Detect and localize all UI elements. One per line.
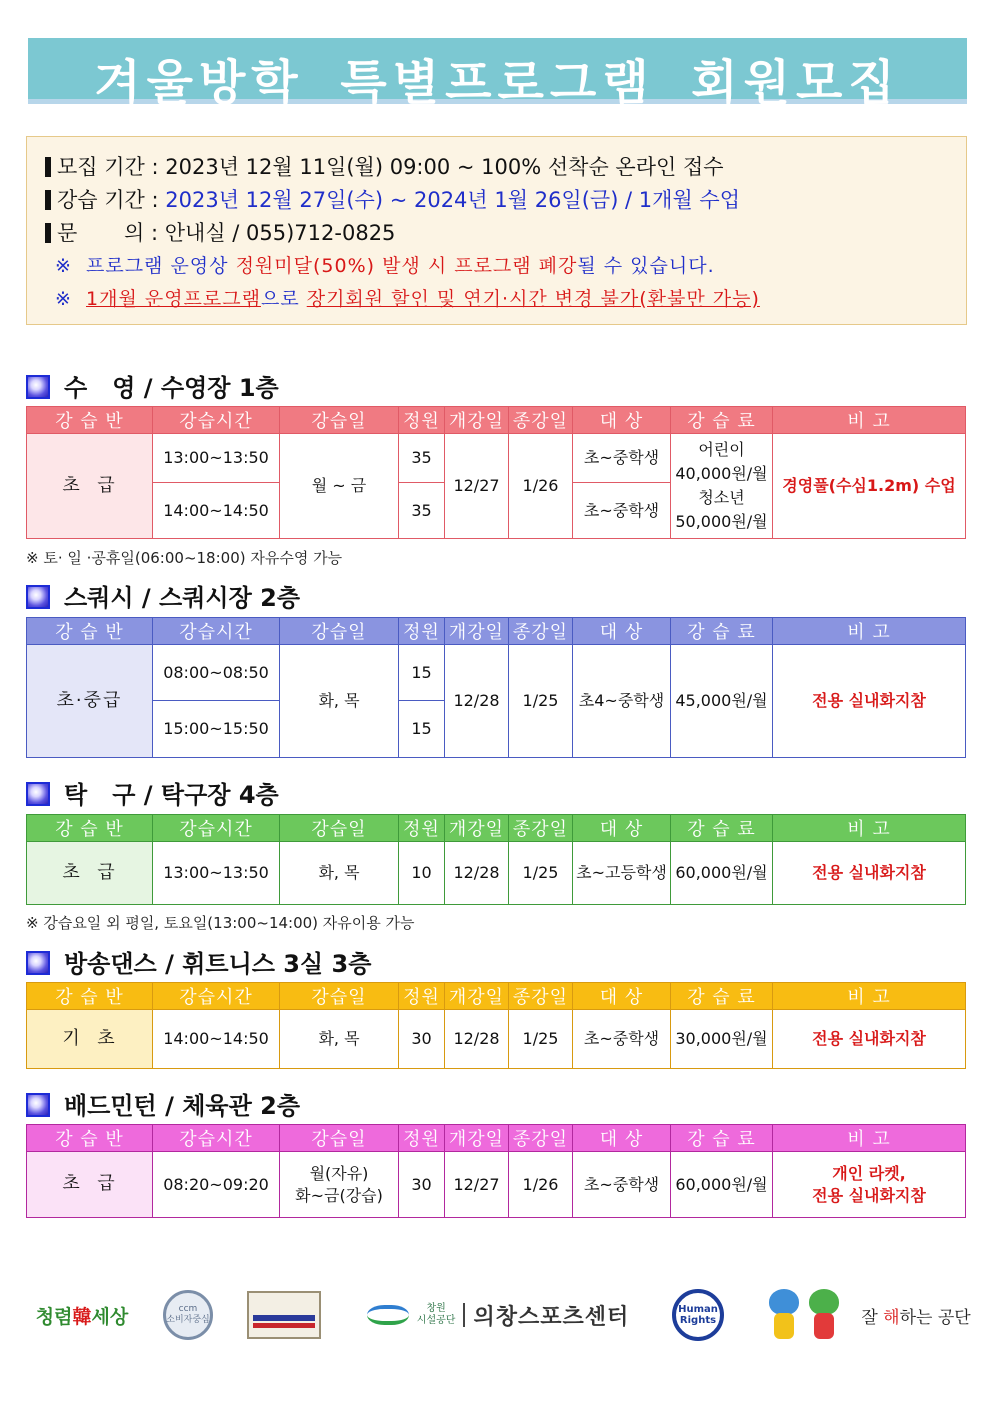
header-fee: 강 습 료 <box>671 1125 773 1152</box>
header-day: 강습일 <box>280 983 399 1010</box>
slogan-logo <box>861 1283 971 1347</box>
clean-world-part1: 청렴 <box>35 1305 73 1328</box>
class-note: 경영풀(수심1.2m) 수업 <box>773 434 966 539</box>
recruit-label: 모집 기간 : <box>57 155 159 179</box>
class-target: 초~고등학생 <box>573 842 671 905</box>
table-row <box>27 842 966 905</box>
warning-one-month-emphasis: 1개월 운영프로그램 <box>86 288 261 310</box>
course-value: 2023년 12월 27일(수) ~ 2024년 1월 26일(금) / 1개월 수업 <box>165 188 740 212</box>
header-class: 강 습 반 <box>27 407 153 434</box>
badminton-heading-text: 배드민턴 / 체육관 2층 <box>64 1092 301 1120</box>
class-level: 초 급 <box>27 842 153 905</box>
header-target: 대 상 <box>573 815 671 842</box>
fee-child-label: 어린이 <box>698 440 745 459</box>
fee-youth-label: 청소년 <box>698 488 745 507</box>
class-note: 전용 실내화지참 <box>773 1010 966 1069</box>
class-target: 초~중학생 <box>573 483 671 539</box>
warning-closure <box>45 250 966 283</box>
swim-section-heading <box>26 368 279 402</box>
clean-world-heart: 韓 <box>72 1305 92 1328</box>
class-note <box>773 1152 966 1218</box>
header-end: 종강일 <box>509 815 573 842</box>
class-time: 08:20~09:20 <box>153 1152 280 1218</box>
page-title: 겨울방학 특별프로그램 회원모집 <box>94 55 901 111</box>
class-note: 전용 실내화지참 <box>773 645 966 758</box>
certificate-band-blue <box>253 1315 315 1321</box>
bullet-bar-icon <box>45 223 51 243</box>
header-class: 강 습 반 <box>27 618 153 645</box>
class-fee: 45,000원/월 <box>671 645 773 758</box>
table-header-row <box>27 983 966 1010</box>
header-note: 비 고 <box>773 1125 966 1152</box>
slogan-highlight: 해 <box>883 1307 900 1328</box>
slogan-part1: 잘 <box>861 1307 884 1328</box>
header-start: 개강일 <box>445 618 509 645</box>
header-day: 강습일 <box>280 618 399 645</box>
header-time: 강습시간 <box>153 407 280 434</box>
tabletennis-heading-text: 탁 구 / 탁구장 4층 <box>64 781 279 809</box>
class-start: 12/27 <box>445 1152 509 1218</box>
header-class: 강 습 반 <box>27 983 153 1010</box>
square-bullet-icon <box>26 1093 50 1117</box>
warning-no-change-emphasis: 장기회원 할인 및 연기·시간 변경 불가(환불만 가능) <box>306 288 760 310</box>
class-target: 초~중학생 <box>573 1152 671 1218</box>
certificate-icon <box>244 1283 324 1347</box>
header-start: 개강일 <box>445 983 509 1010</box>
class-capacity: 35 <box>399 434 445 483</box>
header-day: 강습일 <box>280 407 399 434</box>
class-capacity: 15 <box>399 701 445 758</box>
swoosh-icon <box>367 1305 409 1325</box>
class-fee: 60,000원/월 <box>671 842 773 905</box>
notice-box <box>26 136 967 325</box>
bullet-bar-icon <box>45 157 51 177</box>
ccm-circle <box>163 1290 213 1340</box>
table-header-row <box>27 407 966 434</box>
class-end: 1/25 <box>509 1010 573 1069</box>
class-fee: 30,000원/월 <box>671 1010 773 1069</box>
human-rights-badge-icon <box>668 1283 728 1347</box>
table-row <box>27 1010 966 1069</box>
class-end: 1/25 <box>509 842 573 905</box>
corp-small-text <box>417 1303 456 1327</box>
class-time: 13:00~13:50 <box>153 842 280 905</box>
certificate-band-red <box>253 1323 315 1328</box>
table-row <box>27 1152 966 1218</box>
mascot-blue-icon <box>767 1289 801 1341</box>
mascot-head <box>769 1289 799 1315</box>
header-capacity: 정원 <box>399 407 445 434</box>
dance-heading-text: 방송댄스 / 휘트니스 3실 3층 <box>64 950 372 978</box>
squash-heading-text: 스쿼시 / 스쿼시장 2층 <box>64 584 301 612</box>
recruit-period-line <box>45 151 966 184</box>
class-day <box>280 1152 399 1218</box>
warning-prefix: ※ <box>55 288 86 310</box>
header-capacity: 정원 <box>399 815 445 842</box>
swim-heading-text: 수 영 / 수영장 1층 <box>64 374 279 402</box>
class-start: 12/28 <box>445 645 509 758</box>
badminton-table <box>26 1124 966 1218</box>
class-start: 12/28 <box>445 842 509 905</box>
mascot-icons <box>756 1283 852 1347</box>
class-capacity: 30 <box>399 1152 445 1218</box>
squash-section-heading <box>26 578 301 612</box>
header-target: 대 상 <box>573 618 671 645</box>
mascot-body <box>814 1313 834 1339</box>
header-time: 강습시간 <box>153 983 280 1010</box>
header-capacity: 정원 <box>399 983 445 1010</box>
header-start: 개강일 <box>445 407 509 434</box>
class-time: 13:00~13:50 <box>153 434 280 483</box>
corp-logo-group <box>367 1300 629 1331</box>
slogan-part2: 하는 공단 <box>899 1307 971 1328</box>
class-fee <box>671 434 773 539</box>
ccm-badge-icon <box>160 1283 216 1347</box>
recruit-value: 2023년 12월 11일(월) 09:00 ~ 100% 선착순 온라인 접수 <box>165 155 724 179</box>
warning-prefix: ※ 프로그램 운영상 <box>55 255 236 277</box>
tabletennis-table <box>26 814 966 905</box>
class-day: 화, 목 <box>280 842 399 905</box>
clean-world-text <box>36 1302 128 1329</box>
class-level: 초·중급 <box>27 645 153 758</box>
clean-world-part2: 세상 <box>91 1305 129 1328</box>
class-level: 초 급 <box>27 1152 153 1218</box>
class-start: 12/27 <box>445 434 509 539</box>
square-bullet-icon <box>26 585 50 609</box>
table-header-row <box>27 815 966 842</box>
class-capacity: 30 <box>399 1010 445 1069</box>
class-level: 기 초 <box>27 1010 153 1069</box>
fee-youth-value: 50,000원/월 <box>675 512 768 531</box>
header-fee: 강 습 료 <box>671 407 773 434</box>
header-capacity: 정원 <box>399 618 445 645</box>
class-target: 초~중학생 <box>573 434 671 483</box>
table-header-row <box>27 1125 966 1152</box>
square-bullet-icon <box>26 375 50 399</box>
warning-closure-emphasis: 정원미달(50%) 발생 시 프로그램 폐강 <box>235 255 578 277</box>
class-day: 화, 목 <box>280 1010 399 1069</box>
mascot-head <box>809 1289 839 1315</box>
note-racket: 개인 라켓, <box>832 1163 906 1183</box>
header-fee: 강 습 료 <box>671 618 773 645</box>
class-target: 초~중학생 <box>573 1010 671 1069</box>
class-start: 12/28 <box>445 1010 509 1069</box>
header-end: 종강일 <box>509 618 573 645</box>
class-end: 1/25 <box>509 645 573 758</box>
ccm-text: ccm <box>178 1304 198 1315</box>
class-note: 전용 실내화지참 <box>773 842 966 905</box>
class-time: 14:00~14:50 <box>153 1010 280 1069</box>
class-fee: 60,000원/월 <box>671 1152 773 1218</box>
class-capacity: 15 <box>399 645 445 701</box>
class-level: 초 급 <box>27 434 153 539</box>
corp-name: 의창스포츠센터 <box>473 1304 630 1330</box>
header-capacity: 정원 <box>399 1125 445 1152</box>
swim-table <box>26 406 966 539</box>
header-target: 대 상 <box>573 407 671 434</box>
warning-suffix: 될 수 있습니다. <box>577 255 715 277</box>
class-target: 초4~중학생 <box>573 645 671 758</box>
badminton-section-heading <box>26 1086 301 1120</box>
header-end: 종강일 <box>509 1125 573 1152</box>
class-end: 1/26 <box>509 434 573 539</box>
header-end: 종강일 <box>509 983 573 1010</box>
class-time: 14:00~14:50 <box>153 483 280 539</box>
header-end: 종강일 <box>509 407 573 434</box>
header-time: 강습시간 <box>153 815 280 842</box>
class-day-free: 월(자유) <box>309 1163 369 1183</box>
header-note: 비 고 <box>773 407 966 434</box>
table-row <box>27 645 966 701</box>
class-capacity: 35 <box>399 483 445 539</box>
mascot-green-icon <box>807 1289 841 1341</box>
tabletennis-footnote: ※ 강습요일 외 평일, 토요일(13:00~14:00) 자유이용 가능 <box>26 914 415 932</box>
header-note: 비 고 <box>773 618 966 645</box>
dance-table <box>26 982 966 1069</box>
corp-small-line2: 시설공단 <box>416 1315 456 1326</box>
class-capacity: 10 <box>399 842 445 905</box>
header-start: 개강일 <box>445 1125 509 1152</box>
corp-small-line1: 창원 <box>426 1303 446 1314</box>
class-day: 월 ~ 금 <box>280 434 399 539</box>
square-bullet-icon <box>26 951 50 975</box>
swim-footnote: ※ 토· 일 ·공휴일(06:00~18:00) 자유수영 가능 <box>26 549 343 567</box>
class-time: 08:00~08:50 <box>153 645 280 701</box>
bullet-bar-icon <box>45 190 51 210</box>
header-time: 강습시간 <box>153 1125 280 1152</box>
squash-table <box>26 617 966 758</box>
fee-child-value: 40,000원/월 <box>675 464 768 483</box>
header-note: 비 고 <box>773 983 966 1010</box>
class-day: 화, 목 <box>280 645 399 758</box>
footer-logos <box>26 1283 971 1347</box>
mascot-body <box>774 1313 794 1339</box>
class-end: 1/26 <box>509 1152 573 1218</box>
tabletennis-section-heading <box>26 775 279 809</box>
header-start: 개강일 <box>445 815 509 842</box>
certificate-frame <box>247 1291 321 1339</box>
uichang-sports-center-logo <box>358 1283 638 1347</box>
header-fee: 강 습 료 <box>671 983 773 1010</box>
warning-no-discount <box>45 283 966 316</box>
inquiry-value: 안내실 / 055)712-0825 <box>164 221 396 245</box>
class-day-lesson: 화~금(강습) <box>295 1185 383 1205</box>
header-day: 강습일 <box>280 1125 399 1152</box>
table-row <box>27 434 966 483</box>
square-bullet-icon <box>26 782 50 806</box>
header-note: 비 고 <box>773 815 966 842</box>
header-fee: 강 습 료 <box>671 815 773 842</box>
header-day: 강습일 <box>280 815 399 842</box>
class-time: 15:00~15:50 <box>153 701 280 758</box>
note-shoes: 전용 실내화지참 <box>812 1185 926 1205</box>
warning-middle: 으로 <box>260 288 307 310</box>
inquiry-line <box>45 217 966 250</box>
course-period-line <box>45 184 966 217</box>
course-label: 강습 기간 : <box>57 188 159 212</box>
table-header-row <box>27 618 966 645</box>
header-target: 대 상 <box>573 1125 671 1152</box>
dance-section-heading <box>26 944 372 978</box>
clean-world-logo <box>32 1283 132 1347</box>
divider <box>463 1303 465 1327</box>
header-class: 강 습 반 <box>27 815 153 842</box>
page-title-banner <box>28 38 967 111</box>
human-rights-text: Human Rights <box>672 1289 724 1341</box>
inquiry-label: 문 의 : <box>57 221 159 245</box>
ccm-subtext: 소비자중심 <box>166 1315 210 1325</box>
slogan-text <box>861 1303 970 1328</box>
header-class: 강 습 반 <box>27 1125 153 1152</box>
header-target: 대 상 <box>573 983 671 1010</box>
header-time: 강습시간 <box>153 618 280 645</box>
